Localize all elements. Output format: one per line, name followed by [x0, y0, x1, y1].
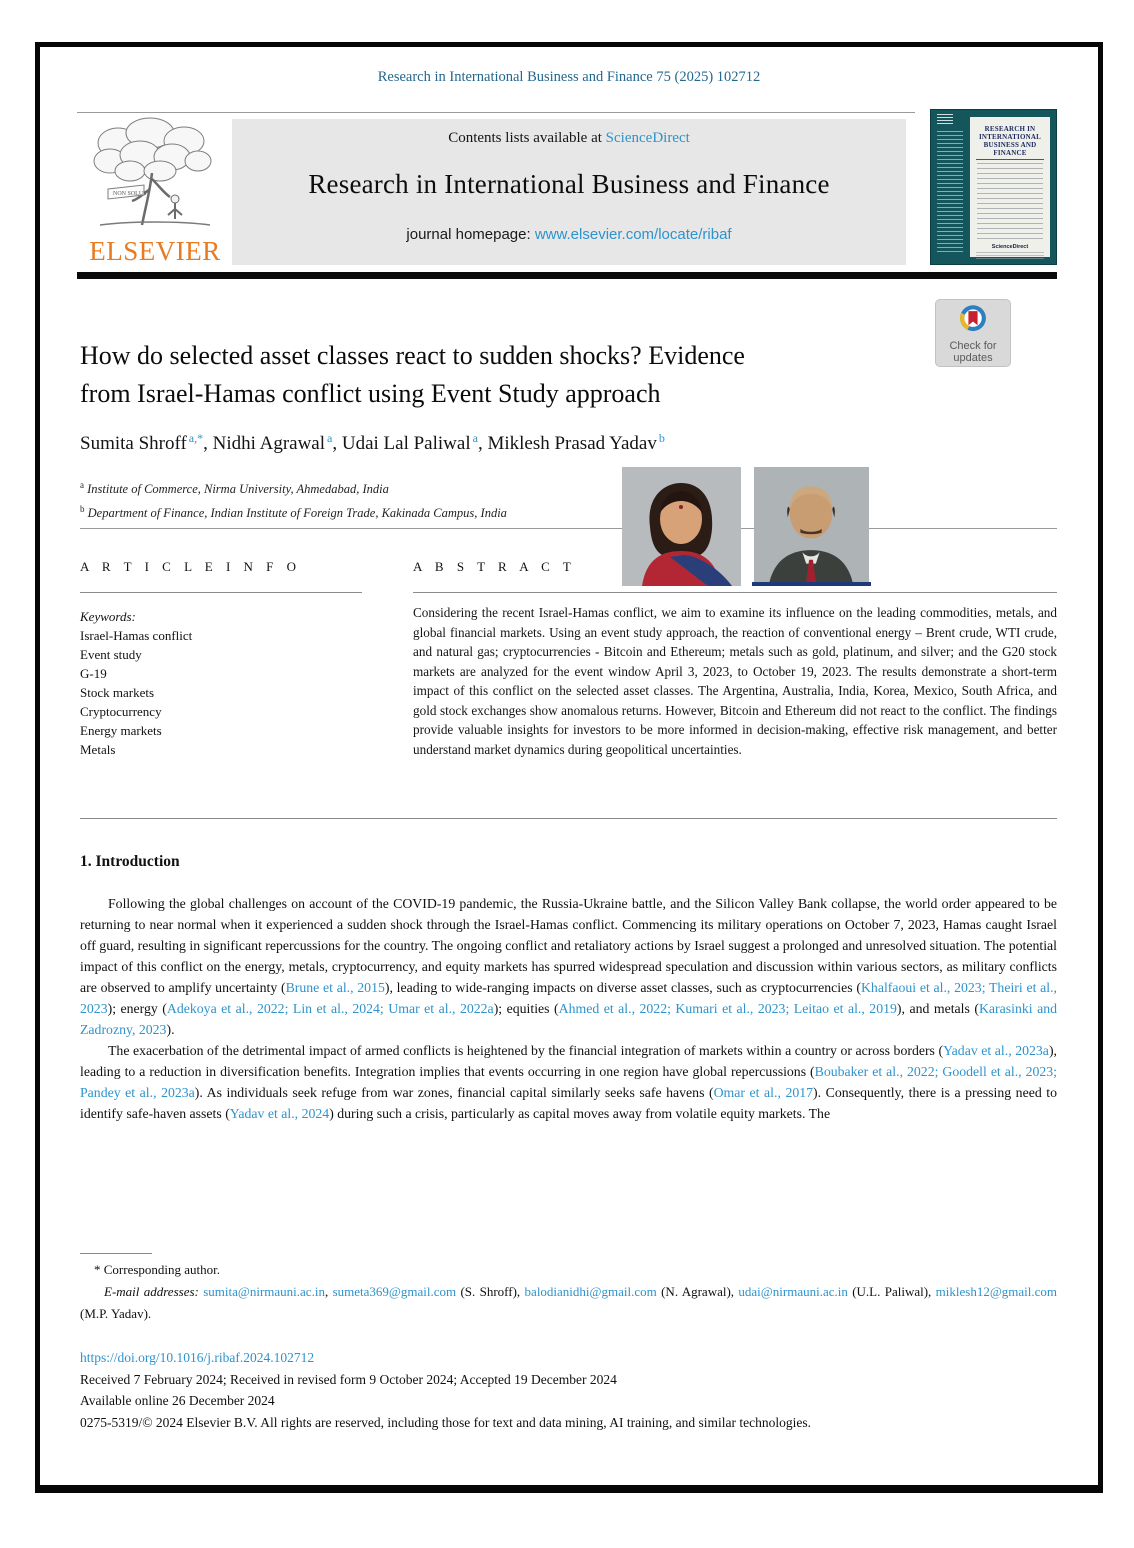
citation-link[interactable]: Adekoya et al., 2022; Lin et al., 2024; Umar et al., 2022a [166, 1001, 494, 1016]
journal-cover-thumbnail [930, 109, 1057, 265]
email-addresses-label: E-mail addresses: [104, 1284, 204, 1299]
corresponding-author-note: * Corresponding author. [94, 1262, 221, 1277]
text-segment: ); equities ( [493, 1001, 559, 1016]
author-sup[interactable]: b [658, 431, 665, 445]
footer-block [80, 1347, 1057, 1433]
abstract-heading: A B S T R A C T [413, 559, 576, 574]
affiliations [80, 475, 640, 523]
author-sup[interactable]: a [472, 431, 478, 445]
doi-link[interactable]: https://doi.org/10.1016/j.ribaf.2024.102712 [80, 1350, 315, 1365]
article-info-rule [80, 592, 362, 593]
keyword-item: Israel-Hamas conflict [80, 628, 193, 643]
elsevier-tree-icon [80, 113, 230, 231]
elsevier-motto: NON SOLUS [113, 191, 147, 197]
citation-link[interactable]: Omar et al., 2017 [713, 1085, 814, 1100]
author-sup[interactable]: a,* [188, 431, 204, 445]
citation-link[interactable]: Brune et al., 2015 [285, 980, 385, 995]
sciencedirect-link[interactable]: ScienceDirect [605, 130, 690, 146]
section-heading-introduction: 1. Introduction [80, 853, 180, 870]
text-segment: The exacerbation of the detrimental impact of armed conflicts is heightened by the financial integration of markets within a country or across borders ( [108, 1043, 944, 1058]
keywords-block [80, 607, 360, 759]
article-title-line1: How do selected asset classes react to sudden shocks? Evidence [80, 341, 745, 370]
text-segment: Following the global challenges on account of the COVID-19 pandemic, the Russia-Ukraine battle, and the Silicon Valley Bank collapse, the world order appeared to be returning to near normal when it experienced a sudden shock through the Israel-Hamas conflict. Commencing its military operations on October 7, 2023, Hamas caught Israel off guard, resulting in significant repercussions for the country. The ongoing conflict and retaliatory actions by Israel suggest a prolonged and unresolved situation. The potential impact of this conflict on the energy, metals, cryptocurrency, and equity markets has spurred widespread speculation and discussion within various sectors, as military conflicts are observed to amplify uncertainty ( [80, 896, 1057, 995]
text-segment: ), leading to wide-ranging impacts on diverse asset classes, such as cryptocurrencies ( [384, 980, 861, 995]
homepage-link[interactable]: www.elsevier.com/locate/ribaf [534, 226, 732, 243]
affiliation-text: Department of Finance, Indian Institute of Foreign Trade, Kakinada Campus, India [87, 506, 507, 521]
cover-page [970, 117, 1050, 257]
cover-code-lines [937, 114, 953, 126]
check-updates-label-line2: updates [953, 352, 993, 364]
journal-banner [232, 119, 906, 265]
journal-title: Research in International Business and Finance [308, 169, 830, 199]
citation-link[interactable]: balodianidhi@gmail.com [524, 1284, 657, 1299]
check-updates-icon [958, 303, 988, 335]
text-segment: ), leading to a reduction in diversification benefits. Integration implies that events occurring in one region have global repercussions ( [80, 1043, 1057, 1079]
keywords-label: Keywords: [80, 609, 136, 624]
author-photo-1 [622, 467, 741, 586]
page-frame [35, 42, 1103, 1493]
author [487, 433, 664, 454]
text-segment: ). As individuals seek refuge from war zones, financial capital similarly seeks safe havens ( [194, 1085, 714, 1100]
affiliation-sup: a [80, 480, 84, 490]
email-addresses-line [80, 1281, 1057, 1325]
keyword-item: Cryptocurrency [80, 704, 162, 719]
text-segment: (U.L. Paliwal), [847, 1284, 936, 1299]
author-name: Udai Lal Paliwal [341, 433, 471, 455]
citation-link[interactable]: Karasinki and Zadrozny, 2023 [80, 1001, 1058, 1037]
author [80, 433, 213, 454]
citation-link[interactable]: Ahmed et al., 2022; Kumari et al., 2023; Leitao et al., 2019 [558, 1001, 897, 1016]
text-segment: (N. Agrawal), [656, 1284, 739, 1299]
article-info-heading: A R T I C L E I N F O [80, 559, 302, 574]
intro-paragraph-2 [80, 1040, 1057, 1124]
cover-sciencedirect-label: ScienceDirect [991, 244, 1029, 250]
text-segment: ) during such a crisis, particularly as capital moves away from volatile equity markets. The [329, 1106, 831, 1121]
authors-line [80, 431, 980, 455]
abstract-rule [413, 592, 1057, 593]
author [342, 433, 488, 454]
author-name: Miklesh Prasad Yadav [487, 433, 657, 455]
introduction-body [80, 893, 1057, 1124]
elsevier-logo [76, 113, 234, 265]
text-segment: (S. Shroff), [456, 1284, 525, 1299]
author-name: Nidhi Agrawal [212, 433, 326, 455]
homepage-line [232, 226, 906, 243]
email-addresses-links [80, 1284, 1057, 1321]
affiliation [80, 475, 640, 499]
citation-link[interactable]: Yadav et al., 2024 [229, 1106, 330, 1121]
footnote-rule [80, 1253, 152, 1254]
keyword-item: Energy markets [80, 723, 162, 738]
available-online-line: Available online 26 December 2024 [80, 1393, 275, 1408]
copyright-line: 0275-5319/© 2024 Elsevier B.V. All rights are reserved, including those for text and data mining, AI training, and similar technologies. [80, 1414, 811, 1430]
citation-link[interactable]: sumita@nirmauni.ac.in [203, 1284, 325, 1299]
banner-bottom-rule [77, 272, 1057, 279]
citation-link[interactable]: miklesh12@gmail.com [935, 1284, 1058, 1299]
contents-line [232, 130, 906, 147]
text-segment: ), and metals ( [896, 1001, 979, 1016]
check-updates-label-line1: Check for [949, 340, 997, 352]
cover-separator [976, 159, 1044, 160]
article-title-line2: from Israel-Hamas conflict using Event Study approach [80, 379, 661, 408]
intro-paragraph-1 [80, 893, 1057, 1040]
citation-link[interactable]: Khalfaoui et al., 2023; Theiri et al., 2023 [80, 980, 1057, 1016]
received-line: Received 7 February 2024; Received in revised form 9 October 2024; Accepted 19 December 2024 [80, 1371, 617, 1387]
citation-link[interactable]: udai@nirmauni.ac.in [738, 1284, 848, 1299]
abstract-text: Considering the recent Israel-Hamas conflict, we aim to examine its influence on the leading commodities, metals, and global financial markets. Using an event study approach, the reaction of conventional energy – Brent crude, WTI crude, and natural gas; cryptocurrencies - Bitcoin and Ethereum; metals such as gold, platinum, and silver; and the G20 stock markets are analyzed for the event window April 3, 2023, to October 19, 2023. The results demonstrate a short-term impact of this conflict on the selected asset classes. The Argentina, Australia, India, Korea, Mexico, South Africa, and gold stock exchanges show anomalous returns. However, Bitcoin and Ethereum did not react to the conflict. The findings provide valuable insights for investors to be more informed in decision-making, effective risk management, and better understand market dynamics during geopolitical uncertainties. [413, 605, 1057, 757]
abstract-bottom-rule [80, 818, 1057, 819]
cover-sidebar-lines [937, 131, 963, 255]
cover-article-lines [977, 163, 1043, 241]
author-sup[interactable]: a [327, 431, 333, 445]
affiliation-divider-rule [80, 528, 1057, 529]
keyword-item: Event study [80, 647, 142, 662]
citation-link[interactable]: Yadav et al., 2023a [943, 1043, 1049, 1058]
author-photo-2 [752, 467, 871, 586]
text-segment: , [324, 1284, 333, 1299]
author [213, 433, 342, 454]
article-title [80, 337, 960, 413]
citation-link[interactable]: sumeta369@gmail.com [332, 1284, 457, 1299]
journal-reference: Research in International Business and Finance 75 (2025) 102712 [377, 69, 761, 85]
keyword-item: Stock markets [80, 685, 155, 700]
citation-link[interactable]: Boubaker et al., 2022; Goodell et al., 2023; Pandey et al., 2023a [80, 1064, 1057, 1100]
affiliation-text: Institute of Commerce, Nirma University, Ahmedabad, India [87, 482, 389, 497]
text-segment: ). [166, 1022, 175, 1037]
affiliation [80, 499, 640, 523]
author-name: Sumita Shroff [80, 433, 187, 455]
text-segment: (M.P. Yadav). [80, 1306, 152, 1321]
homepage-prefix: journal homepage: [406, 226, 535, 243]
keyword-item: G-19 [80, 666, 107, 681]
elsevier-wordmark: ELSEVIER [89, 236, 221, 266]
keyword-item: Metals [80, 742, 116, 757]
text-segment: ). Consequently, there is a pressing need to identify safe-haven assets ( [80, 1085, 1058, 1121]
cover-title: RESEARCH IN INTERNATIONAL BUSINESS AND FINANCE [979, 125, 1041, 157]
cover-footer-lines [976, 252, 1044, 260]
affiliation-sup: b [80, 504, 85, 515]
text-segment: ); energy ( [107, 1001, 167, 1016]
contents-prefix: Contents lists available at [448, 130, 606, 146]
